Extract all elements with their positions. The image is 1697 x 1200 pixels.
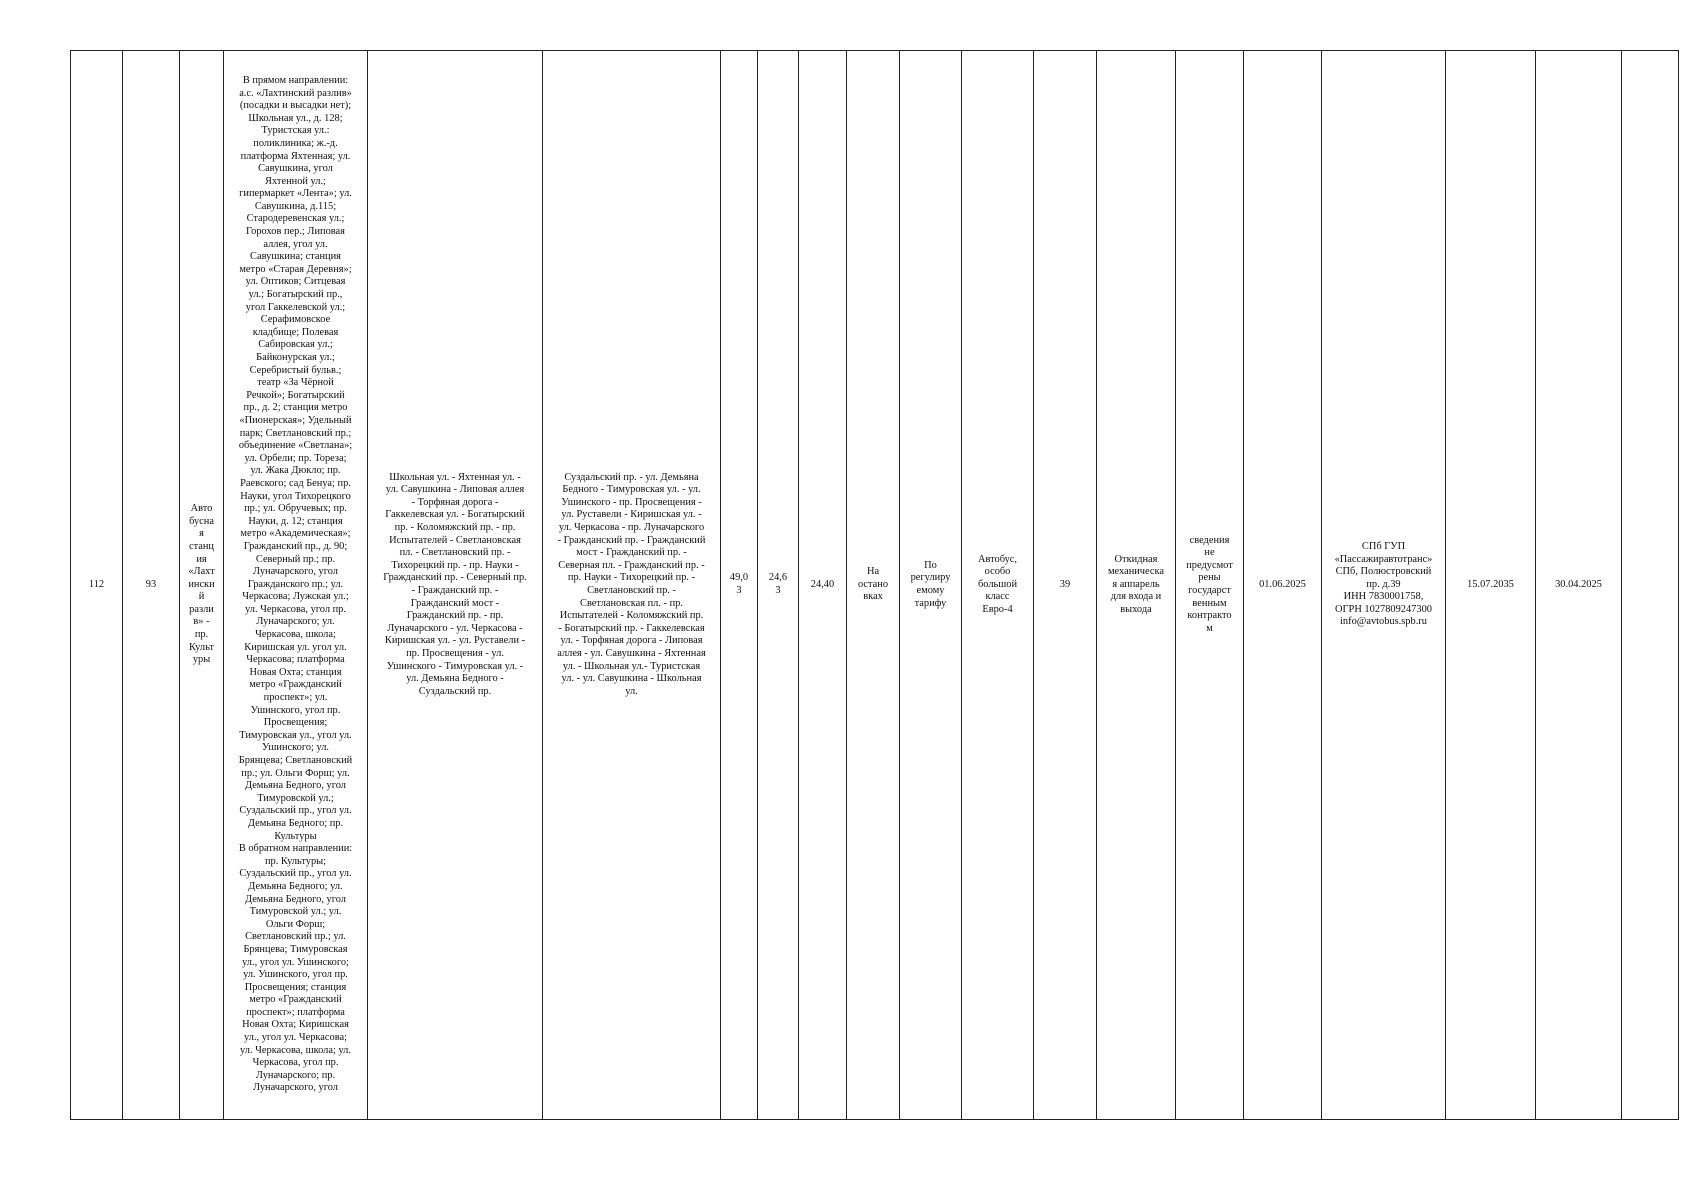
length-forward-cell: 49,0 3 <box>721 51 758 1120</box>
contract-info-cell: сведения не предусмот рены государст венным контракто м <box>1176 51 1244 1120</box>
route-name-cell: Авто бусна я станц ия «Лахт ински й разли в» - пр. Культ уры <box>180 51 224 1120</box>
streets-forward-cell: Школьная ул. - Яхтенная ул. - ул. Савушкина - Липовая аллея - Торфяная дорога - Гаккелевская ул. - Богатырский пр. - Коломяжский пр. - пр. Испытателей - Светлановская пл. - Светлановский пр. - Тихорецкий пр. - пр. Науки - Гражданский пр. - Северный пр. - Гражданский пр. - Гражданский мост - Гражданский пр. - пр. Луначарского - ул. Черкасова - Киришская ул. - ул. Руставели - пр. Просвещения - ул. Ушинского - Тимуровская ул. - ул. Демьяна Бедного - Суздальский пр. <box>368 51 543 1120</box>
start-date-cell: 01.06.2025 <box>1244 51 1322 1120</box>
last-date-cell: 30.04.2025 <box>1536 51 1622 1120</box>
vehicle-count-cell: 39 <box>1034 51 1097 1120</box>
stops-cell: В прямом направлении: а.с. «Лахтинский разлив» (посадки и высадки нет); Школьная ул., д. 128; Туристская ул.: поликлиника; ж.-д. платформа Яхтенная; ул. Савушкина, угол Яхтенной ул.; гипермаркет «Лента»; ул. Савушкина, д.115; Стародеревенская ул.; Горохов пер.; Липовая аллея, угол ул. Савушкина; станция метро «Старая Деревня»; ул. Оптиков; Ситцевая ул.; Богатырский пр., угол Гаккелевской ул.; Серафимовское кладбище; Полевая Сабировская ул.; Байконурская ул.; Серебристый бульв.; театр «За Чёрной Речкой»; Богатырский пр., д. 2; станция метро «Пионерская»; Удельный парк; Светлановский пр.; объединение «Светлана»; ул. Орбели; пр. Тореза; ул. Жака Дюкло; пр. Раевского; сад Бенуа; пр. Науки, угол Тихорецкого пр.; ул. Обручевых; пр. Науки, д. 12; станция метро «Академическая»; Гражданский пр., д. 90; Северный пр.; пр. Луначарского, угол Гражданского пр.; ул. Черкасова; Лужская ул.; ул. Черкасова, угол пр. Луначарского; ул. Черкасова, школа; Киришская ул. угол ул. Черкасова; платформа Новая Охта; станция метро «Гражданский проспект»; ул. Ушинского, угол пр. Просвещения; Тимуровская ул., угол ул. Ушинского; ул. Брянцева; Светлановский пр.; ул. Ольги Форш; ул. Демьяна Бедного, угол Тимуровской ул.; Суздальский пр., угол ул. Демьяна Бедного; пр. Культуры В обратном направлении: пр. Культуры; Суздальский пр., угол ул. Демьяна Бедного; ул. Демьяна Бедного, угол Тимуровской ул.; ул. Ольги Форш; Светлановский пр.; ул. Брянцева; Тимуровская ул., угол ул. Ушинского; ул. Ушинского, угол пр. Просвещения; станция метро «Гражданский проспект»; платформа Новая Охта; Киришская ул., угол ул. Черкасова; ул. Черкасова, школа; ул. Черкасова, угол пр. Луначарского; пр. Луначарского, угол <box>224 51 368 1120</box>
route-registry-table <box>70 50 1679 1120</box>
empty-cell <box>1622 51 1679 1120</box>
carrier-cell: СПб ГУП «Пассажиравтотранс» СПб, Полюстровский пр. д.39 ИНН 7830001758, ОГРН 1027809247300 info@avtobus.spb.ru <box>1322 51 1446 1120</box>
contract-date-cell: 15.07.2035 <box>1446 51 1536 1120</box>
boarding-order-cell: На остано вках <box>847 51 900 1120</box>
accessibility-cell: Откидная механическа я аппарель для входа и выхода <box>1097 51 1176 1120</box>
table-row <box>71 51 1679 1120</box>
tariff-cell: По регулиру емому тарифу <box>900 51 962 1120</box>
reg-number-cell: 112 <box>71 51 123 1120</box>
length-total-cell: 24,40 <box>799 51 847 1120</box>
route-number-cell: 93 <box>123 51 180 1120</box>
length-backward-cell: 24,6 3 <box>758 51 799 1120</box>
vehicle-cell: Автобус, особо большой класс Евро-4 <box>962 51 1034 1120</box>
streets-backward-cell: Суздальский пр. - ул. Демьяна Бедного - Тимуровская ул. - ул. Ушинского - пр. Просвещения - ул. Руставели - Киришская ул. - ул. Черкасова - пр. Луначарского - Гражданский пр. - Гражданский мост - Гражданский пр. - Северная пл. - Гражданский пр. - пр. Науки - Тихорецкий пр. - Светлановский пр. - Светлановская пл. - пр. Испытателей - Коломяжский пр. - Богатырский пр. - Гаккелевская ул. - Торфяная дорога - Липовая аллея - ул. Савушкина - Яхтенная ул. - Школьная ул.- Туристская ул. - ул. Савушкина - Школьная ул. <box>543 51 721 1120</box>
